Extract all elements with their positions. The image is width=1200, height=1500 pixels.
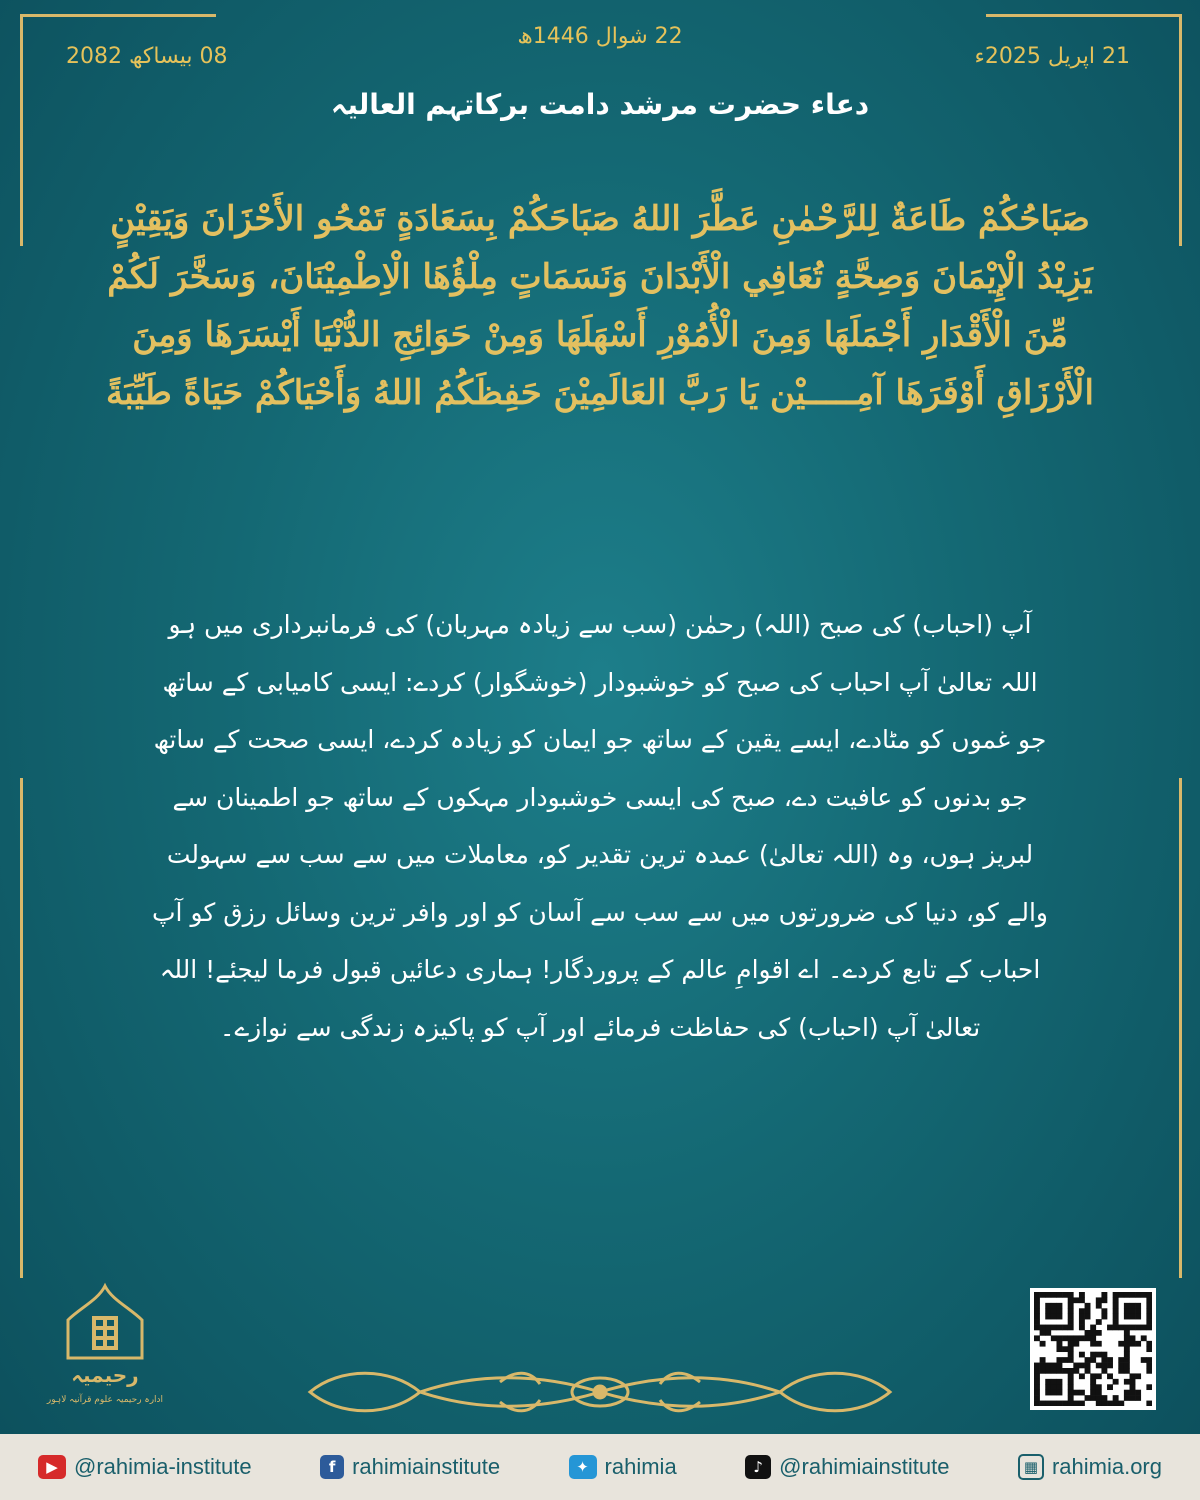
tiktok-link[interactable] xyxy=(745,1454,949,1480)
logo-subtitle: ادارہ رحیمیہ علوم قرآنیہ لاہور xyxy=(46,1395,164,1405)
youtube-link[interactable] xyxy=(38,1454,252,1480)
youtube-icon: ▶ xyxy=(38,1455,66,1479)
page-title: دعاء حضرت مرشد دامت برکاتہم العالیہ xyxy=(330,88,870,121)
globe-icon: ▦ xyxy=(1018,1454,1044,1480)
facebook-handle: rahimiainstitute xyxy=(352,1454,501,1479)
tiktok-icon: ♪ xyxy=(745,1455,771,1479)
twitter-link[interactable] xyxy=(569,1454,677,1480)
twitter-handle: rahimia xyxy=(604,1454,677,1479)
social-footer xyxy=(0,1434,1200,1500)
date-gregorian: 21 اپریل 2025ء xyxy=(974,44,1130,69)
date-bikrami: 08 بیساکھ 2082 xyxy=(66,44,228,69)
ornament-divider xyxy=(300,1362,900,1422)
arabic-dua-text: صَبَاحُكُمْ طَاعَةٌ لِلرَّحْمٰنِ عَطَّرَ اللهُ صَبَاحَكُمْ بِسَعَادَةٍ تَمْحُو الأَحْزَانَ وَيَقِيْنٍ يَزِيْدُ الْإِيْمَانَ وَصِحَّةٍ تُعَافِي الْأَبْدَانَ وَنَسَمَاتٍ مِلْؤُهَا الْاِطْمِيْنَانَ، وَسَخَّرَ لَكُمْ مِّنَ الْأَقْدَارِ أَجْمَلَهَا وَمِنَ الْأُمُوْرِ أَسْهَلَهَا وَمِنْ حَوَائِجِ الدُّنْيَا أَيْسَرَهَا وَمِنَ الْأَرْزَاقِ أَوْفَرَهَا آمِـــــيْن يَا رَبَّ العَالَمِيْنَ حَفِظَكُمُ اللهُ وَأَحْيَاكُمْ حَيَاةً طَيِّبَةً xyxy=(106,199,1094,413)
twitter-icon: ✦ xyxy=(569,1455,597,1479)
date-hijri: 22 شوال 1446ھ xyxy=(517,24,683,49)
urdu-translation-text: آپ (احباب) کی صبح (اللہ) رحمٰن (سب سے زیادہ مہربان) کی فرمانبرداری میں ہو اللہ تعالیٰ آپ احباب کی صبح کو خوشبودار (خوشگوار) کردے: ایسی کامیابی کے ساتھ جو غموں کو مٹادے، ایسے یقین کے ساتھ جو ایمان کو زیادہ کردے، ایسی صحت کے ساتھ جو بدنوں کو عافیت دے، صبح کی ایسی خوشبودار مہکوں کے ساتھ جو اطمینان سے لبریز ہوں، وہ (اللہ تعالیٰ) عمدہ ترین تقدیر کو، معاملات میں سے سب سے سہولت والے کو، دنیا کی ضرورتوں میں سے سب سے آسان کو اور وافر ترین وسائل رزق کو آپ احباب کے تابع کردے۔ اے اقوامِ عالم کے پروردگار! ہماری دعائیں قبول فرما لیجئے! اللہ تعالیٰ آپ (احباب) کی حفاظت فرمائے اور آپ کو پاکیزہ زندگی سے نوازے۔ xyxy=(152,610,1048,1042)
rahimia-logo xyxy=(40,1282,170,1410)
website-url: rahimia.org xyxy=(1051,1454,1162,1479)
facebook-link[interactable] xyxy=(320,1454,500,1480)
youtube-handle: @rahimia-institute xyxy=(74,1454,252,1479)
logo-name: رحیمیہ xyxy=(71,1363,139,1387)
website-link[interactable] xyxy=(1018,1454,1162,1480)
tiktok-handle: @rahimiainstitute xyxy=(779,1454,950,1479)
facebook-icon: f xyxy=(320,1455,344,1479)
qr-code[interactable] xyxy=(1030,1288,1156,1410)
